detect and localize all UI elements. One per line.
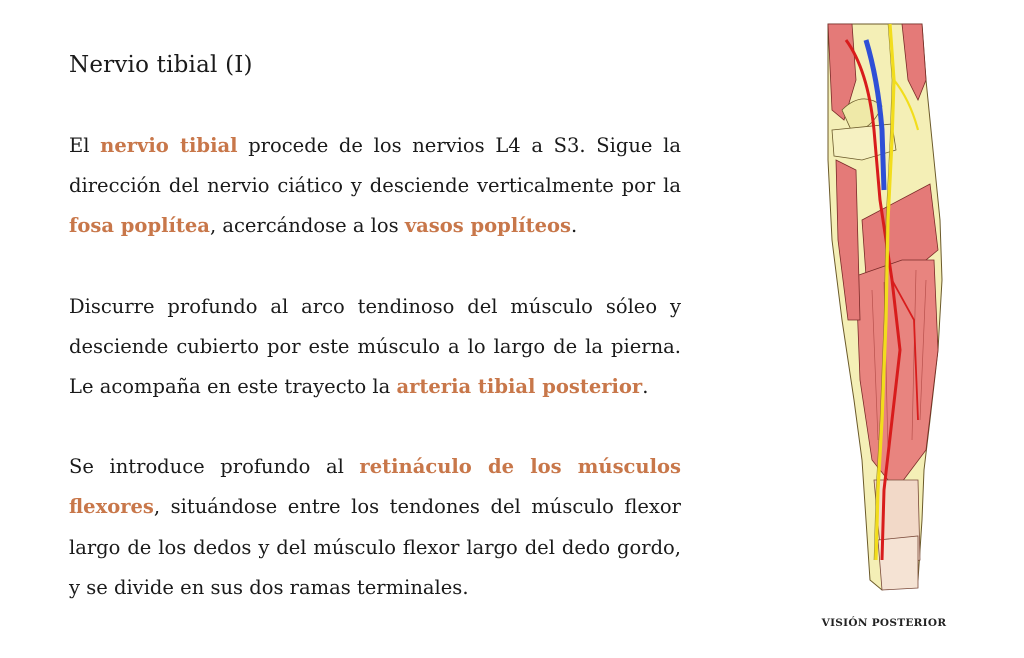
paragraph-1 [69,126,681,247]
leg-anatomy-svg [822,20,944,602]
leg-anatomy-illustration [822,20,944,602]
text-run: El [69,134,101,157]
text-run: . [642,375,649,399]
link-arteria-tibial-posterior[interactable]: arteria tibial posterior [396,375,643,399]
link-vasos-popliteos[interactable]: vasos poplíteos [404,214,572,238]
figure-caption: VISIÓN POSTERIOR [821,617,947,629]
text-run: procede de los nervios L4 a S3. Sigue la dirección del nervio ciático y desciende verticalmente por la [69,134,682,198]
text-run: Discurre profundo al arco tendinoso del músculo sóleo y desciende cubierto por este músculo a lo largo de la pierna. Le acompaña en este trayecto la [69,294,681,399]
link-retinaculo-flexores[interactable]: retináculo de los músculos flexores [69,455,681,519]
link-fosa-poplitea[interactable]: fosa poplítea [69,214,210,238]
paragraph-2 [69,287,681,408]
foot-bones [878,536,918,590]
main-text [69,126,681,648]
text-run: . [571,214,578,238]
page-title: Nervio tibial (I) [69,52,253,78]
text-run: , situándose entre los tendones del músculo flexor largo de los dedos y del músculo flexor largo del dedo gordo, y se divide en sus dos ramas terminales. [69,495,681,599]
text-run: , acercándose a los [209,214,405,238]
link-nervio-tibial[interactable]: nervio tibial [100,134,238,157]
text-run: Se introduce profundo al [69,455,360,479]
paragraph-3 [69,447,681,608]
